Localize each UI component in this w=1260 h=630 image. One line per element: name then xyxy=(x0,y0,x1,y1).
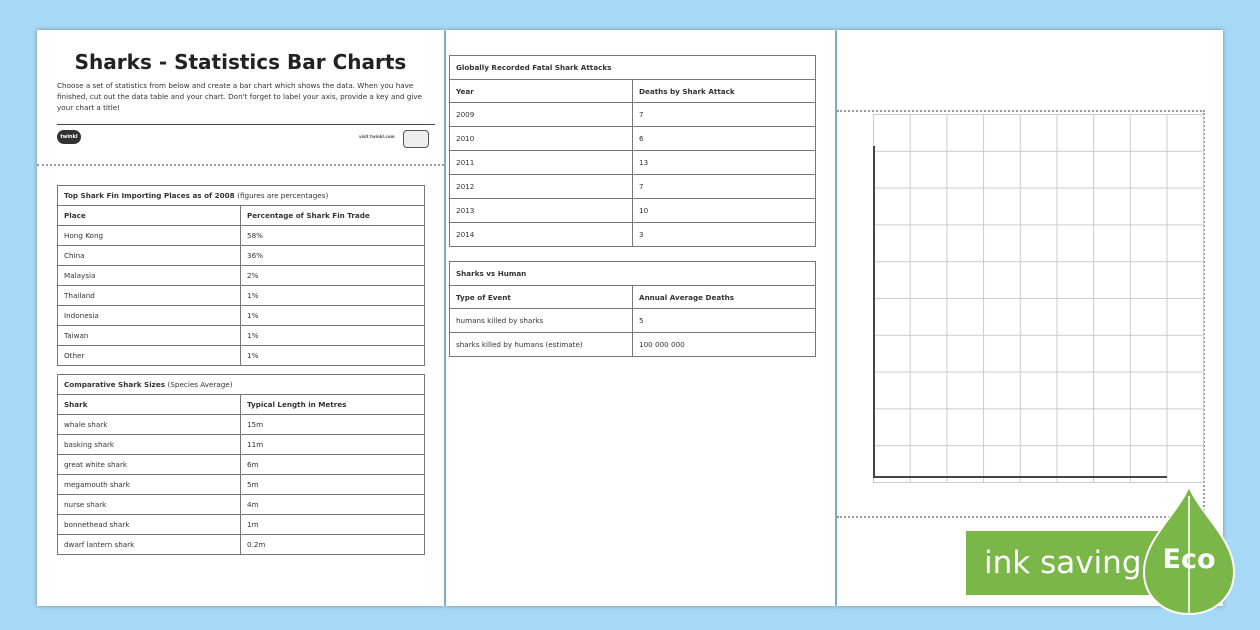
sharks-vs-human-table xyxy=(449,261,816,357)
table-row xyxy=(58,515,425,535)
table-cell: dwarf lantern shark xyxy=(58,535,241,555)
table-row xyxy=(450,199,816,223)
ink-saving-banner: ink saving xyxy=(966,531,1174,595)
table-caption: Comparative Shark Sizes xyxy=(64,380,166,389)
table-cell: 6 xyxy=(633,127,816,151)
table-cell: 1% xyxy=(241,346,425,366)
table-cell: 2% xyxy=(241,266,425,286)
table-row xyxy=(58,455,425,475)
table-caption-row xyxy=(450,56,816,80)
column-header: Year xyxy=(450,80,633,103)
table-cell: 36% xyxy=(241,246,425,266)
table-cell: 2013 xyxy=(450,199,633,223)
column-header: Type of Event xyxy=(450,286,633,309)
table-caption-note: (Species Average) xyxy=(167,380,233,389)
column-header: Annual Average Deaths xyxy=(633,286,816,309)
twinkl-logo: twinkl xyxy=(57,130,81,144)
x-axis xyxy=(873,476,1167,478)
table-cell: great white shark xyxy=(58,455,241,475)
table-cell: 2012 xyxy=(450,175,633,199)
column-header: Shark xyxy=(58,395,241,415)
table-caption: Top Shark Fin Importing Places as of 2008 xyxy=(64,191,235,200)
column-header: Typical Length in Metres xyxy=(241,395,425,415)
table-cell: 5m xyxy=(241,475,425,495)
table-cell: Other xyxy=(58,346,241,366)
table-row xyxy=(58,475,425,495)
table-caption: Globally Recorded Fatal Shark Attacks xyxy=(450,56,816,80)
table-cell: 7 xyxy=(633,175,816,199)
table-cell: sharks killed by humans (estimate) xyxy=(450,333,633,357)
table-cell: 1% xyxy=(241,326,425,346)
cut-line xyxy=(37,164,444,166)
chart-grid xyxy=(873,114,1204,483)
shark-fin-table xyxy=(57,185,425,366)
worksheet-page-2 xyxy=(446,30,835,606)
table-caption-row xyxy=(450,262,816,286)
site-url: visit twinkl.com xyxy=(359,134,395,139)
table-caption-row xyxy=(58,375,425,395)
table-row xyxy=(58,326,425,346)
table-cell: China xyxy=(58,246,241,266)
table-cell: 2011 xyxy=(450,151,633,175)
table-row xyxy=(450,127,816,151)
table-cell: 5 xyxy=(633,309,816,333)
table-row xyxy=(450,333,816,357)
instructions-text: Choose a set of statistics from below and create a bar chart which shows the data. When you have finished, cut out the data table and your chart. Don't forget to label your axis, provide a key and give your chart a title! xyxy=(57,81,423,112)
table-header-row xyxy=(58,395,425,415)
table-cell: 7 xyxy=(633,103,816,127)
column-header: Percentage of Shark Fin Trade xyxy=(241,206,425,226)
shark-size-table xyxy=(57,374,425,555)
column-header: Place xyxy=(58,206,241,226)
table-cell: 1% xyxy=(241,286,425,306)
table-caption-row xyxy=(58,186,425,206)
table-cell: whale shark xyxy=(58,415,241,435)
table-row xyxy=(450,151,816,175)
shark-attack-table xyxy=(449,55,816,247)
table-row xyxy=(58,495,425,515)
table-cell: Malaysia xyxy=(58,266,241,286)
table-cell: 58% xyxy=(241,226,425,246)
table-cell: Indonesia xyxy=(58,306,241,326)
table-header-row xyxy=(450,286,816,309)
table-cell: Thailand xyxy=(58,286,241,306)
table-row xyxy=(58,286,425,306)
eco-label: Eco xyxy=(1162,544,1216,575)
table-cell: 13 xyxy=(633,151,816,175)
header-divider xyxy=(57,124,435,125)
table-cell: Hong Kong xyxy=(58,226,241,246)
table-header-row xyxy=(58,206,425,226)
table-row xyxy=(58,435,425,455)
table-row xyxy=(58,306,425,326)
table-cell: 0.2m xyxy=(241,535,425,555)
table-row xyxy=(58,346,425,366)
table-cell: 4m xyxy=(241,495,425,515)
table-cell: Taiwan xyxy=(58,326,241,346)
table-row xyxy=(58,415,425,435)
table-cell: 10 xyxy=(633,199,816,223)
table-row xyxy=(58,246,425,266)
y-axis xyxy=(873,146,875,478)
table-cell: 6m xyxy=(241,455,425,475)
column-header: Deaths by Shark Attack xyxy=(633,80,816,103)
table-cell: bonnethead shark xyxy=(58,515,241,535)
table-cell: nurse shark xyxy=(58,495,241,515)
table-row xyxy=(450,103,816,127)
table-row xyxy=(58,535,425,555)
table-cell: 2009 xyxy=(450,103,633,127)
table-cell: 100 000 000 xyxy=(633,333,816,357)
table-cell: humans killed by sharks xyxy=(450,309,633,333)
mascot-icon xyxy=(403,130,429,148)
table-cell: megamouth shark xyxy=(58,475,241,495)
page-title: Sharks - Statistics Bar Charts xyxy=(74,50,407,74)
table-cell: 3 xyxy=(633,223,816,247)
table-cell: basking shark xyxy=(58,435,241,455)
table-row xyxy=(450,309,816,333)
table-header-row xyxy=(450,80,816,103)
table-row xyxy=(450,175,816,199)
table-caption: Sharks vs Human xyxy=(450,262,816,286)
table-caption-note: (figures are percentages) xyxy=(237,191,329,200)
table-cell: 11m xyxy=(241,435,425,455)
table-cell: 2010 xyxy=(450,127,633,151)
table-row xyxy=(58,266,425,286)
table-cell: 1m xyxy=(241,515,425,535)
table-row xyxy=(450,223,816,247)
table-cell: 1% xyxy=(241,306,425,326)
table-cell: 15m xyxy=(241,415,425,435)
worksheet-page-1 xyxy=(37,30,444,606)
table-row xyxy=(58,226,425,246)
table-cell: 2014 xyxy=(450,223,633,247)
